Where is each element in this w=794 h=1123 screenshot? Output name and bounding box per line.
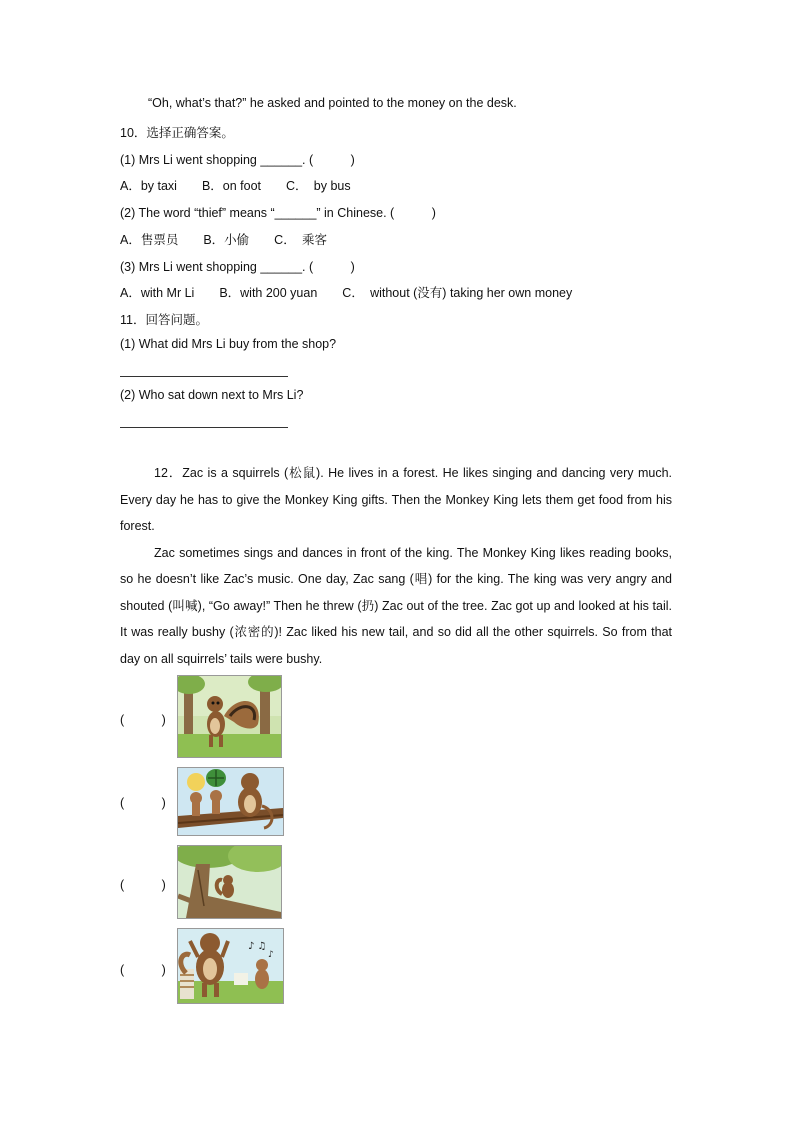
answer-line-1[interactable]	[120, 376, 288, 377]
q10-1-question: (1) Mrs Li went shopping ______. ( )	[120, 153, 355, 167]
q11-title: 11．回答问题。	[120, 313, 208, 327]
intro-line: “Oh, what’s that?” he asked and pointed to the money on the desk.	[148, 96, 517, 110]
q10-title: 10．选择正确答案。	[120, 126, 234, 140]
q10-3-options: A．with Mr Li B．with 200 yuan C． without (没有) taking her own money	[120, 286, 573, 300]
q12-passage	[120, 460, 672, 672]
monkey-king-angry-picture	[177, 928, 284, 1004]
svg-text:♪: ♪	[268, 950, 274, 960]
q10-2-options: A．售票员 B．小偷 C． 乘客	[120, 233, 327, 247]
answer-bracket-4[interactable]: ( )	[120, 963, 166, 977]
answer-line-2[interactable]	[120, 427, 288, 428]
answer-bracket-1[interactable]: ( )	[120, 713, 166, 727]
q12-paragraph-2: Zac sometimes sings and dances in front of the king. The Monkey King likes reading books, so he doesn’t like Zac’s music. One day, Zac sang (唱) for the king. The king was very angry and shouted (叫喊), “Go away!” Then he threw (扔) Zac out of the tree. Zac got up and looked at his tail. It was really bushy (浓密的)! Zac liked his new tail, and so did all the other squirrels. So from that day on all squirrels’ tails were bushy.	[120, 545, 672, 666]
q10-1-options: A．by taxi B．on foot C． by bus	[120, 179, 351, 193]
squirrel-falling-from-tree-picture	[177, 845, 282, 919]
q11-2-question: (2) Who sat down next to Mrs Li?	[120, 388, 304, 402]
svg-text:♪ ♫: ♪ ♫	[248, 941, 267, 952]
monkeys-with-fruit-picture	[177, 767, 284, 836]
q12-paragraph-1: 12．Zac is a squirrels (松鼠). He lives in a forest. He likes singing and dancing very much. Every day he has to give the Monkey King gifts. Then the Monkey King lets them get food from his forest.	[120, 466, 672, 533]
answer-bracket-3[interactable]: ( )	[120, 878, 166, 892]
q10-3-question: (3) Mrs Li went shopping ______. ( )	[120, 260, 355, 274]
q10-2-question: (2) The word “thief” means “______” in Chinese. ( )	[120, 206, 436, 220]
q11-1-question: (1) What did Mrs Li buy from the shop?	[120, 337, 337, 351]
answer-bracket-2[interactable]: ( )	[120, 796, 166, 810]
squirrel-bushy-tail-picture	[177, 675, 282, 758]
